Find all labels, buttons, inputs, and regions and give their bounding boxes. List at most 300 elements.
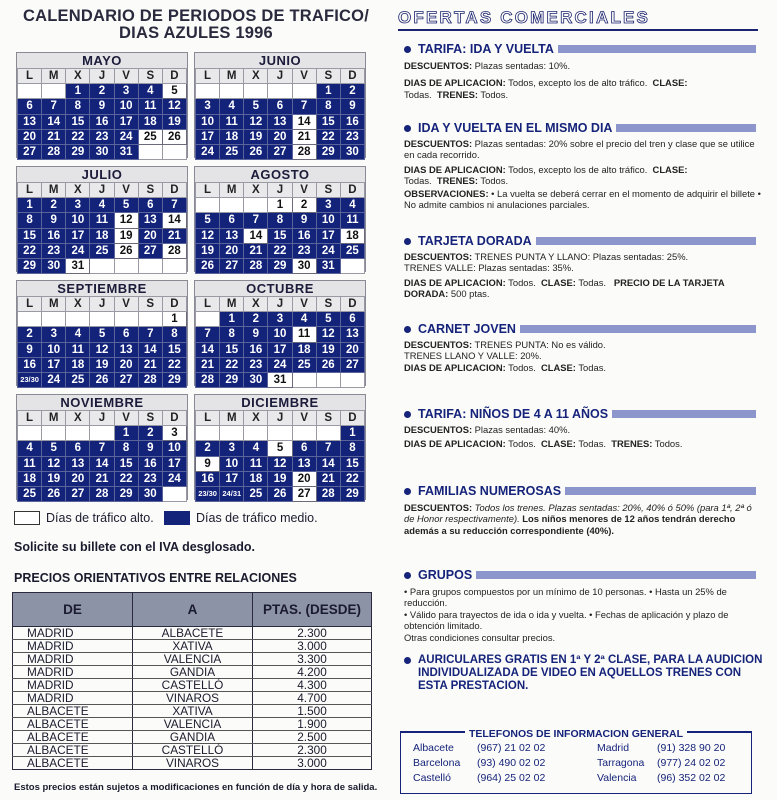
day-high-traffic: 20 <box>292 471 316 486</box>
day-medium-traffic: 13 <box>220 228 244 243</box>
day-medium-traffic: 27 <box>66 486 90 501</box>
day-medium-traffic: 6 <box>18 99 42 114</box>
day-medium-traffic: 12 <box>90 342 114 357</box>
day-medium-traffic: 20 <box>114 357 138 372</box>
month-name: JUNIO <box>258 53 302 68</box>
price-cell-a: CASTELLÓ <box>133 744 253 757</box>
day-header: X <box>66 183 90 198</box>
day-header: S <box>138 297 162 312</box>
day-medium-traffic: 13 <box>66 456 90 471</box>
phone-city: Albacete <box>413 742 454 754</box>
price-row <box>13 679 372 692</box>
day-medium-traffic: 6 <box>66 441 90 456</box>
day-medium-traffic: 20 <box>268 129 292 144</box>
day-medium-traffic: 2 <box>196 441 220 456</box>
empty-day <box>66 312 90 327</box>
day-header: S <box>316 297 340 312</box>
day-medium-traffic: 12 <box>316 327 340 342</box>
phone-number: (96) 352 02 02 <box>657 772 726 784</box>
empty-day <box>244 426 268 441</box>
empty-day <box>268 426 292 441</box>
day-header: V <box>292 411 316 426</box>
empty-day <box>316 426 340 441</box>
day-high-traffic: 14 <box>292 114 316 129</box>
price-row <box>13 640 372 653</box>
day-medium-traffic: 24 <box>42 372 66 387</box>
bullet-icon <box>404 46 411 53</box>
day-medium-traffic: 17 <box>162 456 186 471</box>
day-medium-traffic: 5 <box>244 99 268 114</box>
day-medium-traffic: 16 <box>18 357 42 372</box>
day-medium-traffic: 4 <box>340 198 364 213</box>
day-medium-traffic: 23 <box>138 471 162 486</box>
day-medium-traffic: 13 <box>138 213 162 228</box>
day-medium-traffic: 3 <box>316 198 340 213</box>
offer-line: DIAS DE APLICACION: Todos, excepto los de alto tráfico. CLASE: Todas. TRENES: Todos. <box>404 77 688 100</box>
day-medium-traffic: 29 <box>340 486 364 501</box>
day-header: S <box>138 69 162 84</box>
day-header: L <box>18 183 42 198</box>
price-cell-a: GANDIA <box>133 731 253 744</box>
empty-day <box>220 84 244 99</box>
day-high-traffic: 31 <box>66 258 90 273</box>
day-header: S <box>316 69 340 84</box>
day-medium-traffic: 12 <box>196 228 220 243</box>
price-cell-de: ALBACETE <box>13 757 133 770</box>
empty-day <box>162 486 186 501</box>
day-header: V <box>114 69 138 84</box>
price-row <box>13 653 372 666</box>
empty-day <box>268 84 292 99</box>
day-header: L <box>196 183 220 198</box>
legend-medium-swatch <box>164 511 190 525</box>
day-header: M <box>42 69 66 84</box>
offers-title-rule <box>398 29 758 31</box>
day-medium-traffic: 1 <box>66 84 90 99</box>
day-high-traffic: 27 <box>292 486 316 501</box>
day-medium-traffic: 22 <box>340 471 364 486</box>
day-medium-traffic: 26 <box>268 486 292 501</box>
day-medium-traffic: 26 <box>244 144 268 159</box>
offer-bar <box>612 410 756 418</box>
day-medium-traffic: 24 <box>114 129 138 144</box>
month-octubre <box>194 280 366 386</box>
price-cell-ptas: 4.700 <box>253 692 372 705</box>
day-medium-traffic: 1 <box>316 84 340 99</box>
day-medium-traffic: 20 <box>220 243 244 258</box>
month-name: OCTUBRE <box>246 281 314 296</box>
price-row <box>13 705 372 718</box>
prices-note: Estos precios están sujetos a modificaciones en función de día y hora de salida. <box>14 782 378 793</box>
day-medium-traffic: 18 <box>18 471 42 486</box>
empty-day <box>340 258 364 273</box>
day-medium-traffic: 15 <box>316 114 340 129</box>
iva-note: Solicite su billete con el IVA desglosado. <box>14 540 256 554</box>
phone-number: (967) 21 02 02 <box>477 742 546 754</box>
day-medium-traffic: 6 <box>114 327 138 342</box>
day-medium-traffic: 7 <box>292 99 316 114</box>
legend-high <box>14 510 154 525</box>
day-medium-traffic: 9 <box>138 441 162 456</box>
day-high-traffic: 18 <box>340 228 364 243</box>
day-medium-traffic: 7 <box>316 441 340 456</box>
day-header: M <box>220 183 244 198</box>
day-medium-traffic: 23/30 <box>18 372 42 387</box>
calendar-title-line1: CALENDARIO DE PERIODOS DE TRAFICO/ <box>23 7 369 25</box>
day-medium-traffic: 28 <box>138 372 162 387</box>
day-header: J <box>268 297 292 312</box>
price-cell-a: GANDIA <box>133 666 253 679</box>
day-medium-traffic: 28 <box>316 486 340 501</box>
bullet-icon <box>404 125 411 132</box>
day-medium-traffic: 15 <box>268 228 292 243</box>
phone-city: Madrid <box>597 742 630 754</box>
month-name: MAYO <box>82 53 122 68</box>
price-cell-a: CASTELLÓ <box>133 679 253 692</box>
day-high-traffic: 2 <box>292 198 316 213</box>
empty-day <box>138 258 162 273</box>
price-cell-a: VINAROS <box>133 692 253 705</box>
day-medium-traffic: 17 <box>42 357 66 372</box>
day-medium-traffic: 14 <box>90 456 114 471</box>
offer-bar <box>520 325 756 333</box>
day-medium-traffic: 23 <box>340 129 364 144</box>
price-cell-de: MADRID <box>13 653 133 666</box>
price-cell-ptas: 2.300 <box>253 627 372 640</box>
day-high-traffic: 26 <box>114 243 138 258</box>
phones-box <box>400 728 752 794</box>
day-high-traffic: 12 <box>114 213 138 228</box>
day-medium-traffic: 8 <box>268 213 292 228</box>
day-header: D <box>340 297 364 312</box>
prices-header-ptas: PTAS. (DESDE) <box>253 593 372 627</box>
day-medium-traffic: 18 <box>292 342 316 357</box>
day-high-traffic: 14 <box>244 228 268 243</box>
day-medium-traffic: 3 <box>196 99 220 114</box>
price-cell-de: ALBACETE <box>13 744 133 757</box>
day-medium-traffic: 25 <box>220 144 244 159</box>
day-medium-traffic: 5 <box>90 327 114 342</box>
day-medium-traffic: 14 <box>196 342 220 357</box>
day-header: L <box>196 297 220 312</box>
day-medium-traffic: 11 <box>244 456 268 471</box>
day-medium-traffic: 6 <box>138 198 162 213</box>
offer-mismo-dia <box>398 121 768 210</box>
price-cell-a: XATIVA <box>133 640 253 653</box>
day-medium-traffic: 19 <box>316 342 340 357</box>
day-medium-traffic: 19 <box>244 129 268 144</box>
day-header: X <box>244 411 268 426</box>
empty-day <box>18 426 42 441</box>
day-medium-traffic: 15 <box>220 342 244 357</box>
price-cell-de: MADRID <box>13 627 133 640</box>
day-medium-traffic: 29 <box>268 258 292 273</box>
day-medium-traffic: 8 <box>340 441 364 456</box>
empty-day <box>292 426 316 441</box>
day-medium-traffic: 21 <box>42 129 66 144</box>
empty-day <box>18 312 42 327</box>
offer-line: DESCUENTOS: TRENES PUNTA Y LLANO: Plazas sentadas: 25%. <box>404 251 689 262</box>
day-medium-traffic: 13 <box>292 456 316 471</box>
phone-number: (977) 24 02 02 <box>657 757 726 769</box>
day-medium-traffic: 4 <box>220 99 244 114</box>
day-header: D <box>340 411 364 426</box>
day-medium-traffic: 12 <box>244 114 268 129</box>
day-header: L <box>196 69 220 84</box>
day-medium-traffic: 2 <box>18 327 42 342</box>
price-cell-de: ALBACETE <box>13 718 133 731</box>
day-medium-traffic: 16 <box>196 471 220 486</box>
day-header: X <box>66 297 90 312</box>
day-medium-traffic: 26 <box>196 258 220 273</box>
day-header: D <box>340 69 364 84</box>
day-medium-traffic: 20 <box>138 228 162 243</box>
day-medium-traffic: 16 <box>244 342 268 357</box>
price-row <box>13 718 372 731</box>
price-cell-de: MADRID <box>13 640 133 653</box>
day-high-traffic: 3 <box>162 426 186 441</box>
offer-line: DESCUENTOS: Plazas sentadas: 10%. <box>404 60 571 71</box>
day-medium-traffic: 3 <box>66 198 90 213</box>
day-header: M <box>220 69 244 84</box>
price-row <box>13 744 372 757</box>
right-column <box>398 8 768 798</box>
day-medium-traffic: 17 <box>316 228 340 243</box>
offer-name: CARNET JOVEN <box>418 322 516 336</box>
day-medium-traffic: 8 <box>18 213 42 228</box>
day-medium-traffic: 21 <box>316 471 340 486</box>
day-medium-traffic: 23 <box>244 357 268 372</box>
day-header: L <box>18 297 42 312</box>
offer-bar <box>558 45 756 53</box>
day-header: M <box>220 297 244 312</box>
offer-line: DIAS DE APLICACION: Todos. CLASE: Todas. TRENES: Todos. <box>404 438 683 450</box>
empty-day <box>220 198 244 213</box>
day-medium-traffic: 30 <box>244 372 268 387</box>
day-header: M <box>42 183 66 198</box>
day-medium-traffic: 11 <box>138 99 162 114</box>
day-medium-traffic: 22 <box>162 357 186 372</box>
empty-day <box>18 84 42 99</box>
offer-ida-vuelta <box>398 42 768 100</box>
offer-line: OBSERVACIONES: • La vuelta se deberá cerrar en el momento de adquirir el billete • No admite cambios ni anulaciones parciales. <box>404 187 761 211</box>
day-high-traffic: 5 <box>162 84 186 99</box>
offer-line: Otras condiciones consultar precios. <box>404 631 556 643</box>
offer-bar <box>565 487 756 495</box>
empty-day <box>292 84 316 99</box>
price-cell-ptas: 1.900 <box>253 718 372 731</box>
price-cell-de: MADRID <box>13 679 133 692</box>
offer-bar <box>616 124 756 132</box>
month-junio <box>194 52 366 158</box>
day-header: D <box>340 183 364 198</box>
day-header: X <box>244 297 268 312</box>
day-medium-traffic: 24 <box>196 144 220 159</box>
day-medium-traffic: 20 <box>340 342 364 357</box>
day-medium-traffic: 10 <box>42 342 66 357</box>
day-medium-traffic: 30 <box>138 486 162 501</box>
day-medium-traffic: 21 <box>244 243 268 258</box>
day-header: X <box>66 69 90 84</box>
day-medium-traffic: 25 <box>18 486 42 501</box>
legend-high-label: Días de tráfico alto. <box>46 510 154 525</box>
day-medium-traffic: 17 <box>196 129 220 144</box>
day-medium-traffic: 16 <box>42 228 66 243</box>
price-cell-de: ALBACETE <box>13 705 133 718</box>
phones-title: TELEFONOS DE INFORMACION GENERAL <box>401 724 751 742</box>
auriculares-text: AURICULARES GRATIS EN 1ª Y 2ª CLASE, PARA LA AUDICION INDIVIDUALIZADA DE VIDEO EN AQUELLOS TRENES CON ESTA PRESTACION. <box>418 654 763 692</box>
day-medium-traffic: 19 <box>196 243 220 258</box>
offer-name: FAMILIAS NUMEROSAS <box>418 484 562 498</box>
day-medium-traffic: 2 <box>340 84 364 99</box>
offer-line: DESCUENTOS: TRENES PUNTA: No es válido. <box>404 339 606 350</box>
day-medium-traffic: 15 <box>162 342 186 357</box>
day-medium-traffic: 14 <box>316 456 340 471</box>
offer-line: • Para grupos compuestos por un mínimo de 10 personas. • Hasta un 25% de reducción. <box>404 586 727 609</box>
offer-bar <box>536 237 756 245</box>
day-medium-traffic: 24/31 <box>220 486 244 501</box>
month-septiembre <box>16 280 188 386</box>
day-medium-traffic: 16 <box>292 228 316 243</box>
day-medium-traffic: 28 <box>196 372 220 387</box>
day-high-traffic: 19 <box>114 228 138 243</box>
empty-day <box>196 312 220 327</box>
day-medium-traffic: 23 <box>292 243 316 258</box>
day-medium-traffic: 26 <box>90 372 114 387</box>
empty-day <box>220 426 244 441</box>
bullet-icon <box>404 657 411 664</box>
day-medium-traffic: 26 <box>316 357 340 372</box>
price-row <box>13 666 372 679</box>
month-name: JULIO <box>81 167 123 182</box>
left-column <box>10 8 382 798</box>
day-header: V <box>292 69 316 84</box>
day-medium-traffic: 15 <box>114 456 138 471</box>
empty-day <box>196 426 220 441</box>
day-medium-traffic: 4 <box>292 312 316 327</box>
day-medium-traffic: 10 <box>114 99 138 114</box>
month-name: NOVIEMBRE <box>60 395 144 410</box>
day-medium-traffic: 22 <box>18 243 42 258</box>
day-header: L <box>18 411 42 426</box>
day-medium-traffic: 9 <box>292 213 316 228</box>
day-header: X <box>244 183 268 198</box>
day-medium-traffic: 11 <box>18 456 42 471</box>
day-header: J <box>90 297 114 312</box>
day-medium-traffic: 5 <box>316 312 340 327</box>
day-medium-traffic: 28 <box>90 486 114 501</box>
price-cell-ptas: 1.500 <box>253 705 372 718</box>
day-medium-traffic: 10 <box>316 213 340 228</box>
day-medium-traffic: 30 <box>42 258 66 273</box>
empty-day <box>196 198 220 213</box>
empty-day <box>162 258 186 273</box>
day-high-traffic: 31 <box>268 372 292 387</box>
offer-ninos <box>398 407 768 450</box>
day-header: D <box>162 297 186 312</box>
month-diciembre <box>194 394 366 500</box>
month-name: AGOSTO <box>250 167 310 182</box>
phone-city: Valencia <box>597 772 637 784</box>
day-medium-traffic: 15 <box>340 456 364 471</box>
phone-number: (93) 490 02 02 <box>477 757 546 769</box>
day-medium-traffic: 25 <box>66 372 90 387</box>
day-high-traffic: 1 <box>268 198 292 213</box>
day-medium-traffic: 13 <box>340 327 364 342</box>
day-medium-traffic: 10 <box>162 441 186 456</box>
day-medium-traffic: 5 <box>196 213 220 228</box>
day-medium-traffic: 7 <box>90 441 114 456</box>
day-medium-traffic: 21 <box>162 228 186 243</box>
day-high-traffic: 30 <box>292 258 316 273</box>
legend-high-swatch <box>14 511 40 525</box>
day-medium-traffic: 8 <box>66 99 90 114</box>
price-cell-de: MADRID <box>13 666 133 679</box>
offers-title: OFERTAS COMERCIALES <box>398 8 651 27</box>
day-medium-traffic: 17 <box>220 471 244 486</box>
empty-day <box>90 312 114 327</box>
day-medium-traffic: 19 <box>42 471 66 486</box>
empty-day <box>90 258 114 273</box>
day-header: X <box>66 411 90 426</box>
prices-title: PRECIOS ORIENTATIVOS ENTRE RELACIONES <box>14 571 297 585</box>
day-medium-traffic: 25 <box>340 243 364 258</box>
empty-day <box>114 312 138 327</box>
bullet-icon <box>404 238 411 245</box>
day-medium-traffic: 9 <box>42 213 66 228</box>
day-medium-traffic: 1 <box>18 198 42 213</box>
day-medium-traffic: 19 <box>162 114 186 129</box>
day-header: S <box>138 183 162 198</box>
day-high-traffic: 25 <box>138 129 162 144</box>
price-cell-ptas: 3.300 <box>253 653 372 666</box>
day-medium-traffic: 3 <box>220 441 244 456</box>
day-medium-traffic: 9 <box>90 99 114 114</box>
day-high-traffic: 21 <box>292 129 316 144</box>
day-header: X <box>244 69 268 84</box>
day-medium-traffic: 24 <box>268 357 292 372</box>
day-header: M <box>42 411 66 426</box>
day-medium-traffic: 1 <box>340 426 364 441</box>
price-cell-ptas: 3.000 <box>253 757 372 770</box>
day-medium-traffic: 20 <box>18 129 42 144</box>
offer-name: TARIFA: NIÑOS DE 4 A 11 AÑOS <box>418 407 609 421</box>
day-medium-traffic: 24 <box>66 243 90 258</box>
day-medium-traffic: 14 <box>42 114 66 129</box>
day-high-traffic: 11 <box>292 327 316 342</box>
day-header: V <box>114 297 138 312</box>
empty-day <box>340 372 364 387</box>
day-medium-traffic: 25 <box>90 243 114 258</box>
offer-line: DESCUENTOS: Todos los trenes. Plazas sentadas: 20%, 40% ó 50% (para 1ª, 2ª ó de Honor respectivamente). Los niños menores de 12 años tendrán derecho además a su reducción correspondiente (40%). <box>404 502 752 536</box>
day-medium-traffic: 6 <box>292 441 316 456</box>
empty-day <box>316 372 340 387</box>
day-medium-traffic: 29 <box>114 486 138 501</box>
day-medium-traffic: 1 <box>220 312 244 327</box>
offer-line: DESCUENTOS: Plazas sentadas: 20% sobre el precio del tren y clase que se utilice en cada recorrido. <box>404 138 755 161</box>
day-medium-traffic: 27 <box>268 144 292 159</box>
day-header: J <box>268 69 292 84</box>
day-medium-traffic: 4 <box>138 84 162 99</box>
price-row <box>13 757 372 770</box>
day-medium-traffic: 12 <box>42 456 66 471</box>
day-header: J <box>90 69 114 84</box>
day-medium-traffic: 29 <box>316 144 340 159</box>
offer-auriculares <box>398 654 768 693</box>
day-medium-traffic: 4 <box>90 198 114 213</box>
day-medium-traffic: 27 <box>114 372 138 387</box>
day-header: D <box>162 69 186 84</box>
